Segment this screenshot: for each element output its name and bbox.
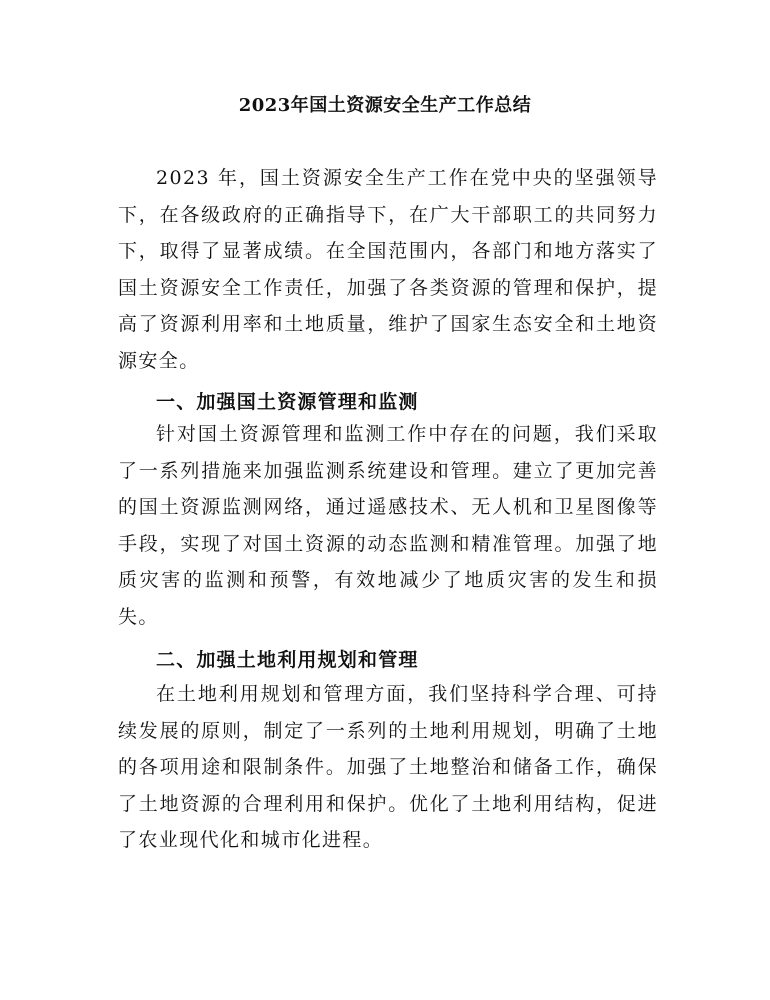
section-paragraph-land-use-planning: 在土地利用规划和管理方面，我们坚持科学合理、可持续发展的原则，制定了一系列的土地利用规划，明确了土地的各项用途和限制条件。加强了土地整治和储备工作，确保了土地资源的合理利用和保护。优化了土地利用结构，促进了农业现代化和城市化进程。 [118,683,658,852]
document-title: 2023年国土资源安全生产工作总结 [238,95,532,116]
section-paragraph-resource-management: 针对国土资源管理和监测工作中存在的问题，我们采取了一系列措施来加强监测系统建设和管理。建立了更加完善的国土资源监测网络，通过遥感技术、无人机和卫星图像等手段，实现了对国土资源的动态监测和精准管理。加强了地质灾害的监测和预警，有效地减少了地质灾害的发生和损失。 [118,423,658,628]
section-heading-resource-management: 一、加强国土资源管理和监测 [156,391,419,413]
section-heading-land-use-planning: 二、加强土地利用规划和管理 [156,649,419,671]
intro-paragraph: 2023 年，国土资源安全生产工作在党中央的坚强领导下，在各级政府的正确指导下，在广大干部职工的共同努力下，取得了显著成绩。在全国范围内，各部门和地方落实了国土资源安全工作责任，加强了各类资源的管理和保护，提高了资源利用率和土地质量，维护了国家生态安全和土地资源安全。 [118,167,658,372]
